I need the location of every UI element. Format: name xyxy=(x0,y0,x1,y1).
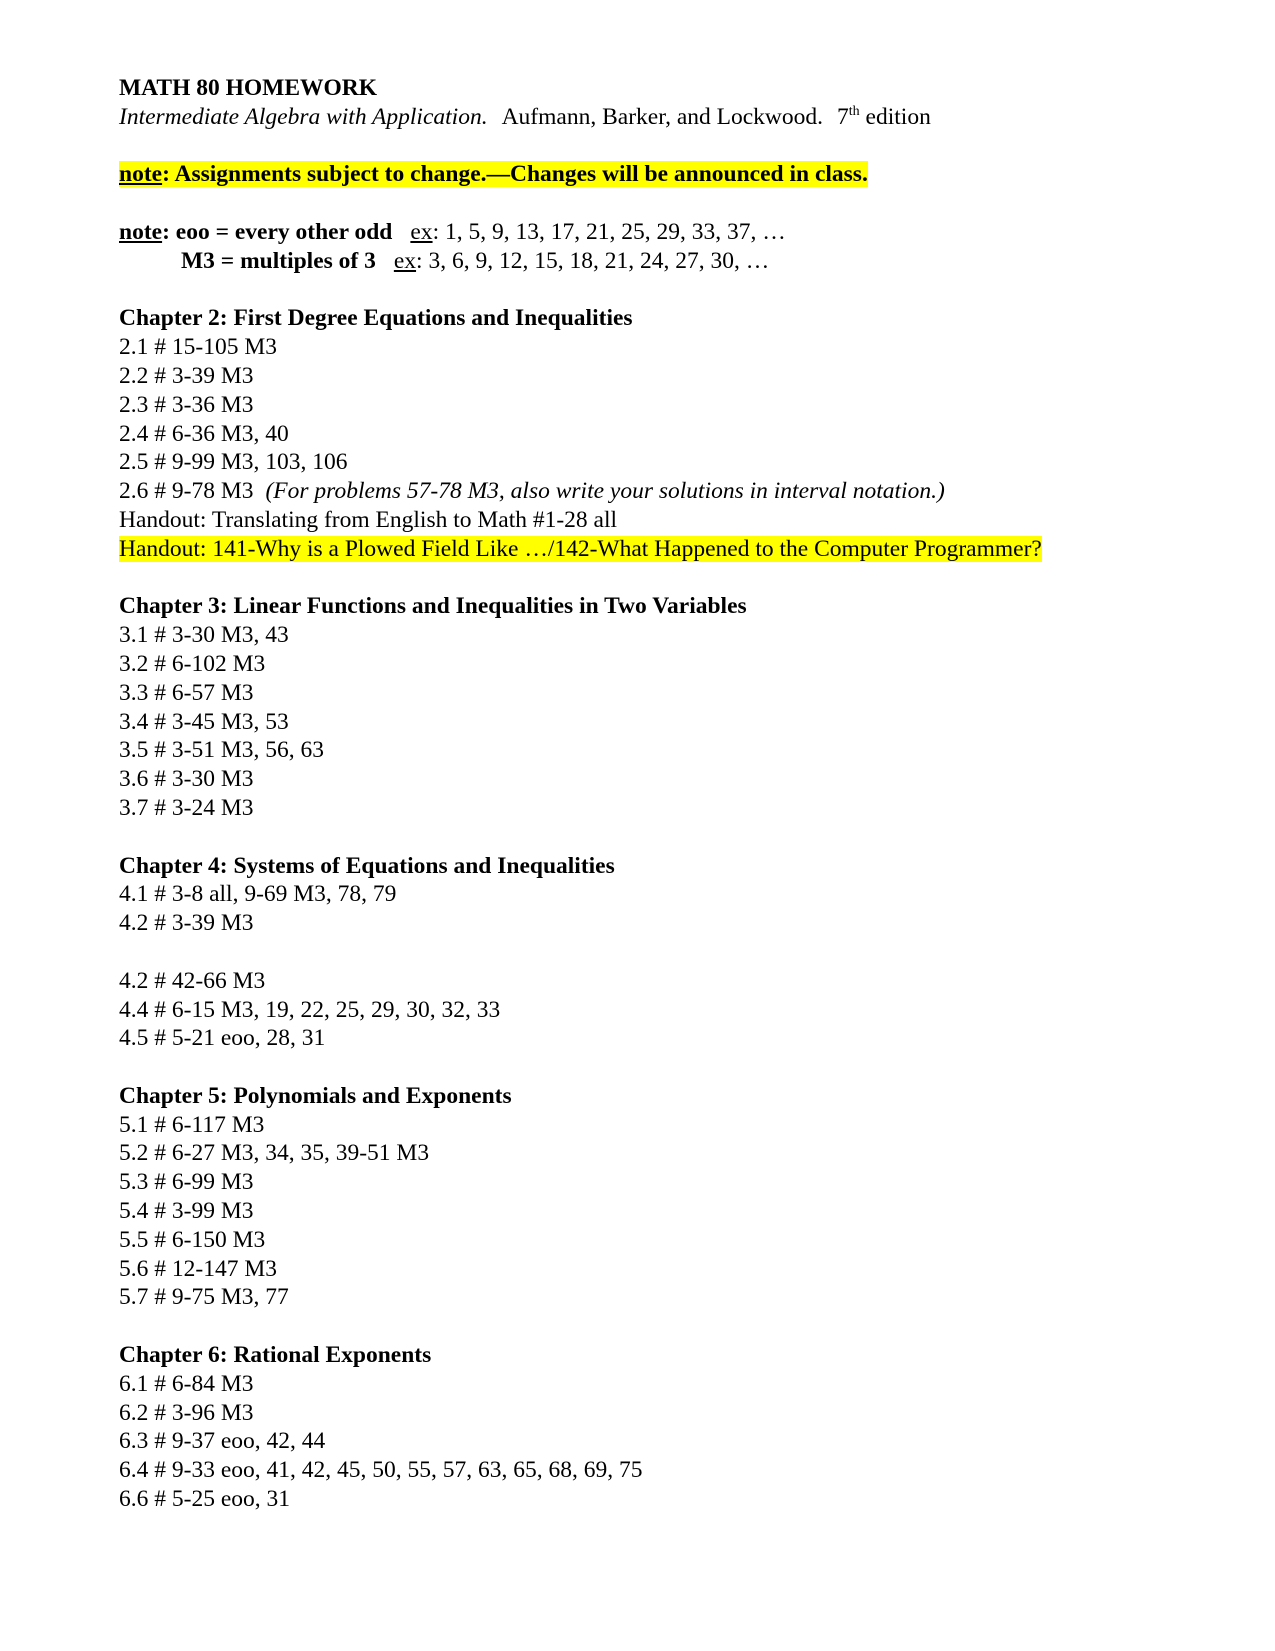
assignment-line: 3.2 # 6-102 M3 xyxy=(119,650,266,677)
note-eoo-definition xyxy=(119,218,1229,247)
assignment-line xyxy=(119,477,1229,506)
assignment-line: 5.1 # 6-117 M3 xyxy=(119,1111,265,1138)
assignment-line: 5.5 # 6-150 M3 xyxy=(119,1226,266,1253)
assignment-line: 5.4 # 3-99 M3 xyxy=(119,1198,254,1225)
assignment-line: 3.5 # 3-51 M3, 56, 63 xyxy=(119,737,324,764)
assignment-line: 2.1 # 15-105 M3 xyxy=(119,334,277,361)
assignment-line: 6.3 # 9-37 eoo, 42, 44 xyxy=(119,1428,326,1455)
assignment-line: 6.4 # 9-33 eoo, 41, 42, 45, 50, 55, 57, 63, 65, 68, 69, 75 xyxy=(119,1457,643,1484)
assignment-line: 5.2 # 6-27 M3, 34, 35, 39-51 M3 xyxy=(119,1140,430,1167)
book-authors: Aufmann, Barker, and Lockwood. xyxy=(501,103,824,130)
eoo-example: : 1, 5, 9, 13, 17, 21, 25, 29, 33, 37, … xyxy=(432,218,786,245)
assignment-line: 3.1 # 3-30 M3, 43 xyxy=(119,622,289,649)
edition-superscript: th xyxy=(848,103,860,119)
assignment-line: 6.2 # 3-96 M3 xyxy=(119,1399,254,1426)
homework-document xyxy=(119,74,1229,1514)
assignment-line: 3.3 # 6-57 M3 xyxy=(119,679,254,706)
assignment-line: 4.2 # 3-39 M3 xyxy=(119,910,254,937)
assignment-line: 3.7 # 3-24 M3 xyxy=(119,794,254,821)
assignment-line: 5.7 # 9-75 M3, 77 xyxy=(119,1284,289,1311)
chapter-4-heading: Chapter 4: Systems of Equations and Inequalities xyxy=(119,852,615,879)
assignment-line: 4.1 # 3-8 all, 9-69 M3, 78, 79 xyxy=(119,881,397,908)
assignment-line: 2.2 # 3-39 M3 xyxy=(119,362,254,389)
edition-word: edition xyxy=(865,103,931,130)
eoo-example-label: ex xyxy=(410,218,433,245)
assignment-line: 5.3 # 6-99 M3 xyxy=(119,1169,254,1196)
note-text: : Assignments subject to change.—Changes will be announced in class. xyxy=(162,161,868,188)
note-m3-definition xyxy=(119,247,1229,276)
handout-highlight: Handout: 141-Why is a Plowed Field Like …/142-What Happened to the Computer Programmer? xyxy=(119,535,1042,562)
handout-line-highlighted xyxy=(119,535,1229,564)
assignment-note: (For problems 57-78 M3, also write your solutions in interval notation.) xyxy=(265,478,945,505)
chapter-5-heading: Chapter 5: Polynomials and Exponents xyxy=(119,1082,512,1109)
note-label: note xyxy=(119,218,163,245)
m3-example: : 3, 6, 9, 12, 15, 18, 21, 24, 27, 30, … xyxy=(416,247,770,274)
note-assignments-change xyxy=(119,160,1229,189)
textbook-line xyxy=(119,103,1229,132)
edition-number: 7 xyxy=(837,103,849,130)
assignment-line: 2.4 # 6-36 M3, 40 xyxy=(119,420,289,447)
assignment-line: 5.6 # 12-147 M3 xyxy=(119,1255,277,1282)
assignment-line: 6.1 # 6-84 M3 xyxy=(119,1370,254,1397)
assignment-line: 4.5 # 5-21 eoo, 28, 31 xyxy=(119,1025,326,1052)
m3-example-label: ex xyxy=(393,247,417,274)
assignment-line: 2.3 # 3-36 M3 xyxy=(119,391,254,418)
assignment-line: 4.4 # 6-15 M3, 19, 22, 25, 29, 30, 32, 33 xyxy=(119,996,501,1023)
assignment-line: 3.4 # 3-45 M3, 53 xyxy=(119,708,289,735)
book-title: Intermediate Algebra with Application. xyxy=(119,103,488,130)
chapter-3-heading: Chapter 3: Linear Functions and Inequalities in Two Variables xyxy=(119,593,747,620)
handout-line: Handout: Translating from English to Math #1-28 all xyxy=(119,506,618,533)
m3-definition: M3 = multiples of 3 xyxy=(181,247,376,274)
chapter-6-heading: Chapter 6: Rational Exponents xyxy=(119,1342,432,1369)
assignment-line: 4.2 # 42-66 M3 xyxy=(119,967,266,994)
note-label: note xyxy=(119,161,163,188)
assignment-line: 3.6 # 3-30 M3 xyxy=(119,766,254,793)
chapter-2-heading: Chapter 2: First Degree Equations and Inequalities xyxy=(119,305,633,332)
assignment-main: 2.6 # 9-78 M3 xyxy=(119,478,254,505)
assignment-line: 6.6 # 5-25 eoo, 31 xyxy=(119,1486,291,1513)
assignment-line: 2.5 # 9-99 M3, 103, 106 xyxy=(119,449,348,476)
eoo-definition: : eoo = every other odd xyxy=(162,218,393,245)
document-title: MATH 80 HOMEWORK xyxy=(119,75,378,101)
